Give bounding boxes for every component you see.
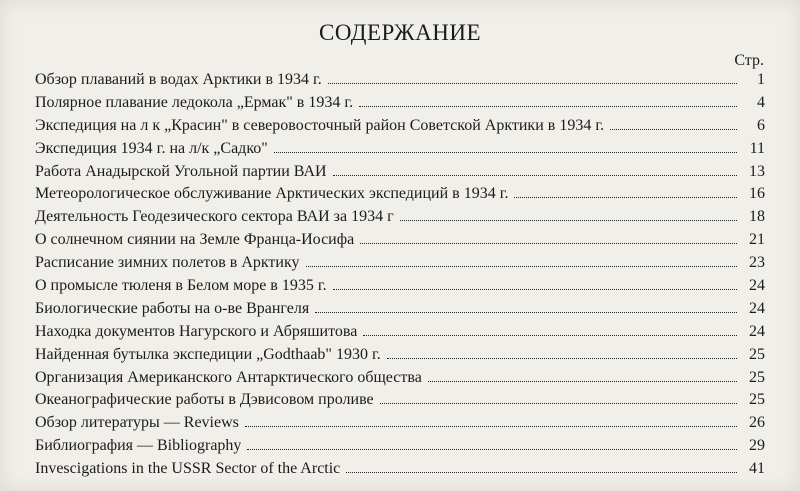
toc-entry bbox=[35, 275, 765, 298]
toc-entry bbox=[35, 69, 765, 92]
toc-entry-page: 23 bbox=[749, 254, 765, 272]
toc-dot-leader bbox=[333, 174, 737, 176]
toc-entry bbox=[35, 92, 765, 115]
toc-entry bbox=[35, 183, 765, 206]
toc-entry-title: Работа Анадырской Угольной партии ВАИ bbox=[35, 162, 327, 180]
toc-dot-leader bbox=[380, 402, 737, 404]
toc-entry-page: 41 bbox=[749, 460, 765, 478]
toc-entry-title: Океанографические работы в Дэвисовом проливе bbox=[35, 391, 374, 409]
toc-entry bbox=[35, 252, 765, 275]
toc-entry-title: Деятельность Геодезического сектора ВАИ за 1934 г bbox=[35, 208, 394, 226]
toc-entry-title: Полярное плавание ледокола „Ермак" в 1934 г. bbox=[35, 93, 354, 111]
toc-dot-leader bbox=[328, 82, 737, 84]
toc-entry-title: Обзор плаваний в водах Арктики в 1934 г. bbox=[35, 71, 322, 88]
toc-entry-page: 6 bbox=[757, 116, 765, 134]
toc-dot-leader bbox=[360, 242, 737, 244]
toc-dot-leader bbox=[610, 128, 737, 130]
toc-dot-leader bbox=[363, 334, 737, 336]
toc-entry bbox=[35, 161, 765, 184]
toc-entry-page: 11 bbox=[749, 139, 765, 157]
toc-entry-page: 26 bbox=[749, 414, 765, 432]
toc-entry-title: Биологические работы на о-ве Врангеля bbox=[35, 299, 310, 317]
toc-dot-leader bbox=[346, 471, 737, 473]
toc-entry-title: Экспедиция на л к „Красин" в северовосточный район Советской Арктики в 1934 г. bbox=[35, 116, 605, 134]
toc-entry bbox=[35, 344, 765, 367]
toc-entry-page: 13 bbox=[749, 162, 765, 180]
toc-entry-page: 24 bbox=[749, 322, 765, 340]
toc-entry-page: 4 bbox=[757, 93, 765, 111]
toc-dot-leader bbox=[315, 311, 737, 313]
toc-entry bbox=[35, 229, 765, 252]
toc-dot-leader bbox=[274, 151, 737, 153]
toc-entry-page: 25 bbox=[749, 368, 765, 386]
toc-entry-page: 24 bbox=[749, 277, 765, 295]
toc-entry bbox=[35, 389, 765, 412]
toc-entry-title: Обзор литературы — Reviews bbox=[35, 414, 239, 432]
toc-dot-leader bbox=[387, 357, 737, 359]
toc-dot-leader bbox=[359, 105, 737, 107]
toc-entry-page: 21 bbox=[749, 231, 765, 249]
toc-dot-leader bbox=[514, 196, 737, 198]
toc-entry-title: Находка документов Нагурского и Абряшитова bbox=[35, 322, 358, 340]
toc-entry bbox=[35, 298, 765, 321]
toc-entry bbox=[35, 138, 765, 161]
toc-entry-title: Найденная бутылка экспедиции „Godthaab" 1930 г. bbox=[35, 345, 381, 363]
table-of-contents bbox=[35, 69, 765, 481]
toc-entry-title: Библиография — Bibliography bbox=[35, 437, 242, 455]
toc-dot-leader bbox=[400, 219, 737, 221]
toc-entry-page: 18 bbox=[749, 208, 765, 226]
toc-dot-leader bbox=[428, 380, 737, 382]
toc-entry-page: 29 bbox=[749, 437, 765, 455]
toc-entry-title: Invescigations in the USSR Sector of the Arctic bbox=[35, 460, 341, 478]
toc-entry-page: 1 bbox=[757, 71, 765, 88]
toc-entry-title: Метеорологическое обслуживание Арктических экспедиций в 1934 г. bbox=[35, 185, 509, 203]
toc-entry bbox=[35, 412, 765, 435]
toc-entry bbox=[35, 206, 765, 229]
toc-entry-page: 25 bbox=[749, 345, 765, 363]
toc-entry bbox=[35, 367, 765, 390]
toc-dot-leader bbox=[245, 425, 737, 427]
toc-entry-title: Организация Американского Антарктического общества bbox=[35, 368, 422, 386]
toc-dot-leader bbox=[247, 448, 737, 450]
page-title: СОДЕРЖАНИЕ bbox=[318, 20, 481, 45]
toc-dot-leader bbox=[306, 265, 737, 267]
toc-entry-page: 16 bbox=[749, 185, 765, 203]
page-column-header: Стр. bbox=[734, 52, 764, 69]
toc-entry-title: Экспедиция 1934 г. на л/к „Садко" bbox=[35, 139, 268, 157]
toc-entry bbox=[35, 435, 765, 458]
toc-entry-title: О промысле тюленя в Белом море в 1935 г. bbox=[35, 277, 327, 295]
toc-entry bbox=[35, 115, 765, 138]
toc-entry-title: О солнечном сиянии на Земле Франца-Иосифа bbox=[35, 231, 355, 249]
toc-entry bbox=[35, 321, 765, 344]
toc-dot-leader bbox=[333, 288, 737, 290]
toc-entry-title: Расписание зимних полетов в Арктику bbox=[35, 254, 300, 272]
toc-entry bbox=[35, 458, 765, 481]
toc-entry-page: 25 bbox=[749, 391, 765, 409]
toc-entry-page: 24 bbox=[749, 299, 765, 317]
